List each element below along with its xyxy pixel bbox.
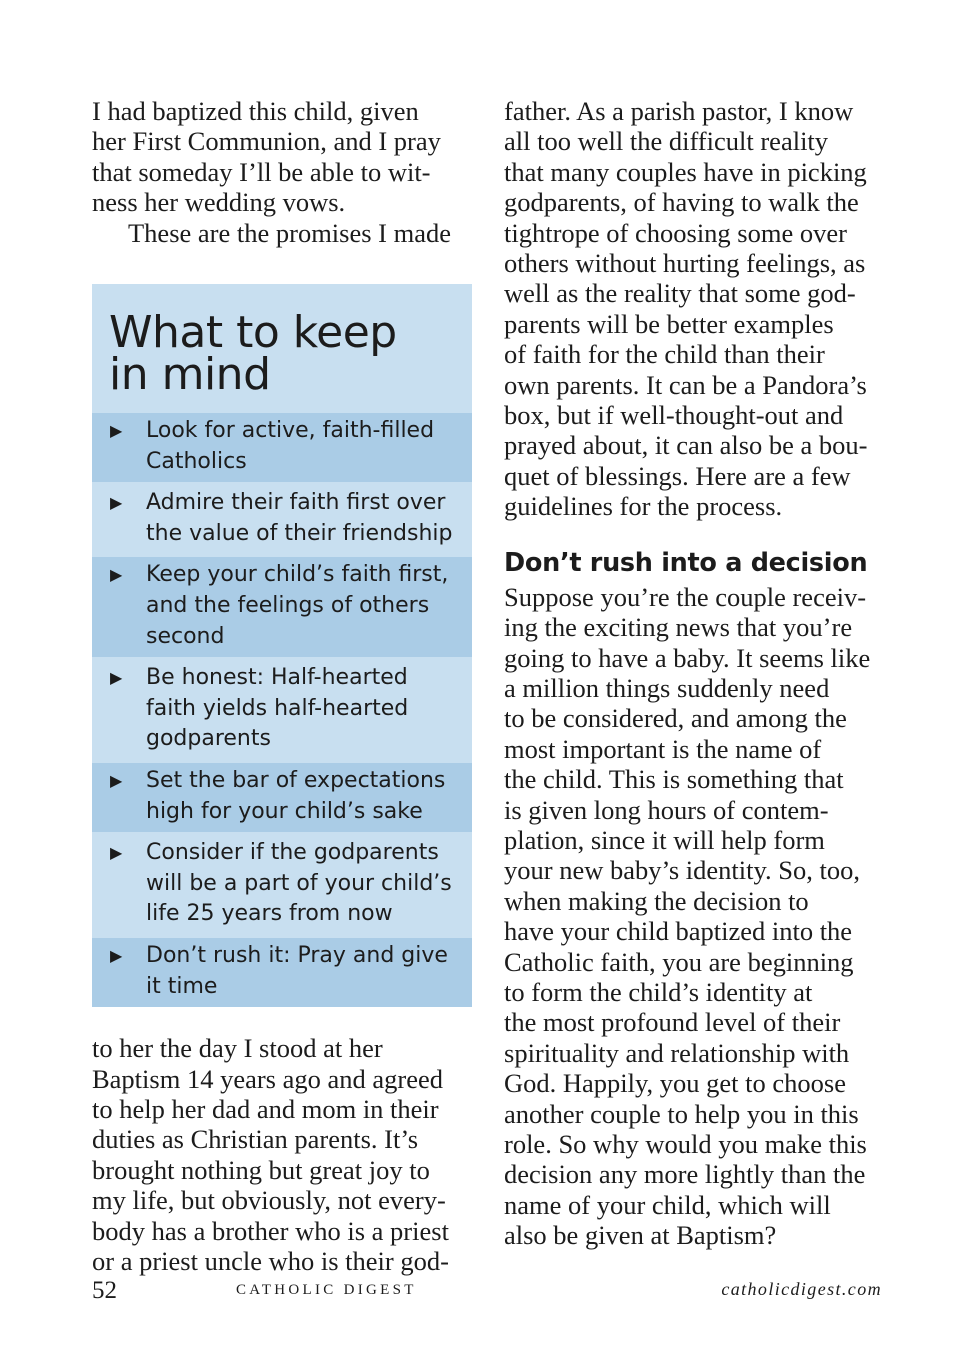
- sidebar-tip-line: the value of their friendship: [146, 520, 453, 546]
- magazine-url: catholicdigest.com: [721, 1279, 882, 1299]
- text-line: tightrope of choosing some over: [504, 217, 847, 248]
- section-subhead: Don’t rush into a decision: [504, 547, 868, 578]
- text-line: that someday I’ll be able to wit-: [92, 156, 431, 187]
- text-line: godparents, of having to walk the: [504, 187, 859, 218]
- text-line: my life, but obviously, not every-: [92, 1185, 446, 1216]
- text-line: parents will be better examples: [504, 308, 834, 339]
- text-line: a million things suddenly need: [504, 672, 830, 703]
- text-line: Suppose you’re the couple receiv-: [504, 581, 867, 612]
- sidebar-tip-line: faith yields half-hearted: [146, 695, 409, 721]
- sidebar-tip-text: [146, 766, 445, 827]
- text-line: ness her wedding vows.: [92, 187, 346, 218]
- text-line: have your child baptized into the: [504, 916, 853, 947]
- text-line: to her the day I stood at her: [92, 1033, 383, 1064]
- sidebar-tip: [92, 554, 472, 657]
- sidebar-tip-line: godparents: [146, 726, 271, 752]
- sidebar-tip-line: Look for active, faith-filled: [146, 418, 435, 444]
- left-column: [92, 96, 472, 1276]
- text-line: your new baby’s identity. So, too,: [504, 855, 861, 886]
- sidebar-tip-line: it time: [146, 973, 218, 999]
- right-bottom-paragraph: [504, 582, 884, 1251]
- text-line: plation, since it will help form: [504, 824, 825, 855]
- magazine-name: CATHOLIC DIGEST: [236, 1282, 417, 1298]
- text-line: quet of blessings. Here are a few: [504, 460, 851, 491]
- text-line: body has a brother who is a priest: [92, 1215, 449, 1246]
- text-line: role. So why would you make this: [504, 1129, 867, 1159]
- sidebar-tip-line: Consider if the godparents: [146, 840, 439, 866]
- text-line: own parents. It can be a Pandora’s: [504, 369, 867, 400]
- text-line: spirituality and relationship with: [504, 1037, 850, 1068]
- sidebar-tip-line: life 25 years from now: [146, 901, 393, 927]
- sidebar-tip-text: [146, 663, 408, 755]
- text-line: to form the child’s identity at: [504, 976, 813, 1007]
- left-top-paragraph: [92, 96, 472, 218]
- sidebar-tip-line: high for your child’s sake: [146, 798, 423, 824]
- sidebar-tip-text: [146, 838, 452, 930]
- sidebar-box: [92, 284, 472, 1007]
- text-line: is given long hours of contem-: [504, 794, 829, 825]
- sidebar-tip: [92, 935, 472, 1007]
- sidebar-title-line-2: in mind: [109, 349, 271, 401]
- text-line: when making the decision to: [504, 885, 809, 916]
- triangle-bullet-icon: ▶: [110, 843, 123, 863]
- text-line: father. As a parish pastor, I know: [504, 96, 854, 126]
- text-line: God. Happily, you get to choose: [504, 1068, 846, 1099]
- text-line: all too well the difficult reality: [504, 126, 829, 157]
- sidebar-tip: [92, 657, 472, 760]
- right-top-paragraph: [504, 96, 884, 522]
- text-line: I had baptized this child, given: [92, 96, 419, 126]
- sidebar-tip-text: [146, 416, 434, 477]
- text-line: others without hurting feelings, as: [504, 248, 866, 279]
- text-line: prayed about, it can also be a bou-: [504, 430, 868, 461]
- sidebar-tip-line: and the feelings of others: [146, 593, 430, 618]
- text-line: decision any more lightly than the: [504, 1159, 866, 1190]
- triangle-bullet-icon: ▶: [110, 421, 123, 441]
- sidebar-tip-text: [146, 488, 452, 549]
- sidebar-tip-line: Set the bar of expectations: [146, 767, 446, 793]
- text-line: most important is the name of: [504, 733, 822, 764]
- sidebar-tip-line: Keep your child’s faith first,: [146, 562, 449, 588]
- text-line: the most profound level of their: [504, 1007, 841, 1038]
- text-line: Baptism 14 years ago and agreed: [92, 1063, 444, 1094]
- sidebar-tip: [92, 832, 472, 935]
- sidebar-tip: [92, 482, 472, 554]
- sidebar-tip-text: [146, 560, 448, 652]
- page-number: 52: [92, 1277, 117, 1304]
- text-line: box, but if well-thought-out and: [504, 400, 844, 431]
- text-line: going to have a baby. It seems like: [504, 642, 871, 673]
- sidebar-tip-line: Admire their faith first over: [146, 490, 446, 516]
- text-line: well as the reality that some god-: [504, 278, 856, 309]
- text-line: her First Communion, and I pray: [92, 126, 441, 157]
- triangle-bullet-icon: ▶: [110, 770, 123, 790]
- sidebar-tip-line: Be honest: Half-hearted: [146, 665, 408, 691]
- left-bottom-paragraph: [92, 1033, 472, 1276]
- sidebar-tip: [92, 410, 472, 482]
- text-line: also be given at Baptism?: [504, 1220, 777, 1251]
- text-line: ing the exciting news that you’re: [504, 612, 853, 643]
- sidebar-title: [92, 284, 472, 410]
- text-line: another couple to help you in this: [504, 1098, 859, 1129]
- text-line: to be considered, and among the: [504, 703, 847, 734]
- text-line: of faith for the child than their: [504, 339, 825, 370]
- sidebar-title-line-1: What to keep: [109, 307, 397, 359]
- text-line: guidelines for the process.: [504, 491, 783, 522]
- triangle-bullet-icon: ▶: [110, 565, 123, 585]
- text-line: brought nothing but great joy to: [92, 1154, 430, 1185]
- sidebar-tip-line: second: [146, 623, 225, 649]
- triangle-bullet-icon: ▶: [110, 493, 123, 513]
- sidebar-tip-line: will be a part of your child’s: [146, 870, 452, 896]
- sidebar-tip-line: Don’t rush it: Pray and give: [146, 942, 448, 968]
- triangle-bullet-icon: ▶: [110, 668, 123, 688]
- text-line: that many couples have in picking: [504, 156, 867, 187]
- text-line: Catholic faith, you are beginning: [504, 946, 854, 977]
- text-line: to help her dad and mom in their: [92, 1093, 439, 1124]
- text-line: the child. This is something that: [504, 764, 844, 795]
- sidebar-tip-text: [146, 941, 448, 1002]
- sidebar-tip: [92, 760, 472, 832]
- left-indent-line: These are the promises I made: [128, 217, 452, 248]
- text-line: duties as Christian parents. It’s: [92, 1124, 419, 1155]
- text-line: or a priest uncle who is their god-: [92, 1245, 449, 1276]
- right-column: [504, 96, 884, 1251]
- sidebar-tip-list: [92, 410, 472, 1007]
- text-line: name of your child, which will: [504, 1189, 831, 1220]
- sidebar-tip-line: Catholics: [146, 448, 247, 474]
- triangle-bullet-icon: ▶: [110, 945, 123, 965]
